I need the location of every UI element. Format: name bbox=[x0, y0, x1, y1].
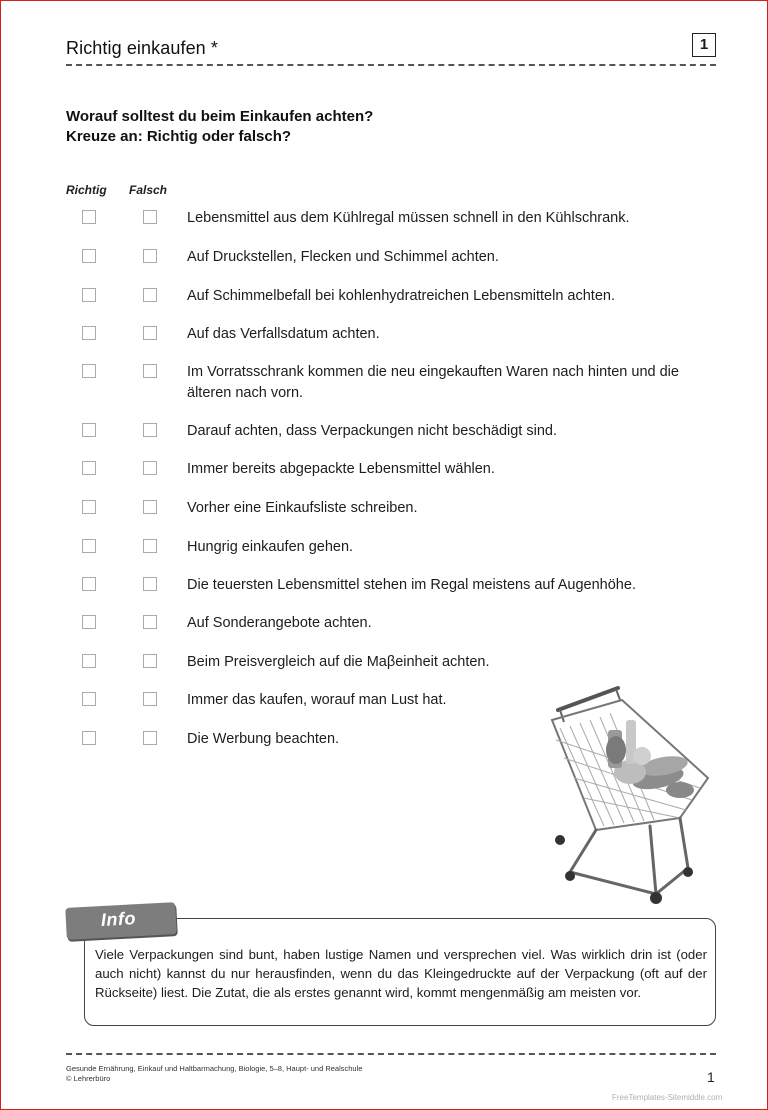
checkbox-richtig[interactable] bbox=[82, 288, 96, 302]
statement-text: Lebensmittel aus dem Kühlregal müssen schnell in den Kühlschrank. bbox=[187, 210, 630, 226]
checkbox-falsch[interactable] bbox=[143, 461, 157, 475]
statement-text: Die Werbung beachten. bbox=[187, 731, 340, 747]
checkbox-richtig[interactable] bbox=[82, 731, 96, 745]
footer-line-1: Gesunde Ernährung, Einkauf und Haltbarmachung, Biologie, 5–8, Haupt- und Realschule bbox=[66, 1064, 363, 1073]
checkbox-falsch[interactable] bbox=[143, 539, 157, 553]
column-header-richtig: Richtig bbox=[66, 183, 107, 197]
checkbox-falsch[interactable] bbox=[143, 692, 157, 706]
column-header-falsch: Falsch bbox=[129, 183, 168, 197]
footer-credits bbox=[66, 1064, 362, 1084]
statement-text: Auf Druckstellen, Flecken und Schimmel achten. bbox=[187, 249, 499, 265]
info-text: Viele Verpackungen sind bunt, haben lustige Namen und versprechen viel. Was wirklich drin ist (oder auch nicht) kannst du nur herausfinden, wenn du das Kleingedruckte auf der Verpackung (oft auf der Rückseite) liest. Die Zutat, die als erstes genannt wird, kommt mengenmäßig am meisten vor. bbox=[95, 947, 707, 1000]
shopping-cart-icon bbox=[530, 680, 720, 910]
statement-text: Immer bereits abgepackte Lebensmittel wählen. bbox=[187, 461, 495, 477]
footer-line-2: © Lehrerbüro bbox=[66, 1074, 111, 1083]
checkbox-falsch[interactable] bbox=[143, 577, 157, 591]
checkbox-richtig[interactable] bbox=[82, 615, 96, 629]
header-divider bbox=[66, 64, 716, 66]
checkbox-richtig[interactable] bbox=[82, 692, 96, 706]
page-badge: 1 bbox=[692, 33, 716, 57]
statement-text: Die teuersten Lebensmittel stehen im Regal meistens auf Augenhöhe. bbox=[187, 577, 636, 593]
task-heading bbox=[66, 107, 373, 147]
statement-text: Auf das Verfallsdatum achten. bbox=[187, 326, 380, 342]
checkbox-falsch[interactable] bbox=[143, 326, 157, 340]
statement-text: Im Vorratsschrank kommen die neu eingekauften Waren nach hinten und die älteren nach vorn. bbox=[187, 364, 679, 401]
checkbox-falsch[interactable] bbox=[143, 731, 157, 745]
statement-text: Auf Schimmelbefall bei kohlenhydratreichen Lebensmitteln achten. bbox=[187, 288, 615, 304]
checkbox-richtig[interactable] bbox=[82, 577, 96, 591]
info-label-tab bbox=[65, 902, 177, 940]
checkbox-richtig[interactable] bbox=[82, 210, 96, 224]
statement-text: Hungrig einkaufen gehen. bbox=[187, 539, 354, 555]
footer-divider bbox=[66, 1053, 716, 1055]
task-instruction: Kreuze an: Richtig oder falsch? bbox=[66, 128, 292, 145]
checkbox-falsch[interactable] bbox=[143, 249, 157, 263]
page-title: Richtig einkaufen * bbox=[66, 38, 218, 58]
checkbox-falsch[interactable] bbox=[143, 288, 157, 302]
checkbox-falsch[interactable] bbox=[143, 654, 157, 668]
watermark: FreeTemplates-Sitemiddle.com bbox=[612, 1093, 723, 1102]
checkbox-falsch[interactable] bbox=[143, 210, 157, 224]
page-number: 1 bbox=[707, 1069, 715, 1085]
checkbox-falsch[interactable] bbox=[143, 500, 157, 514]
task-question: Worauf solltest du beim Einkaufen achten? bbox=[66, 108, 374, 125]
statement-text: Vorher eine Einkaufsliste schreiben. bbox=[187, 500, 418, 516]
info-label: Info bbox=[100, 908, 137, 931]
checkbox-richtig[interactable] bbox=[82, 423, 96, 437]
checkbox-falsch[interactable] bbox=[143, 364, 157, 378]
statement-text: Auf Sonderangebote achten. bbox=[187, 615, 372, 631]
checkbox-richtig[interactable] bbox=[82, 500, 96, 514]
checkbox-richtig[interactable] bbox=[82, 461, 96, 475]
checkbox-richtig[interactable] bbox=[82, 654, 96, 668]
statement-text: Immer das kaufen, worauf man Lust hat. bbox=[187, 692, 447, 708]
checkbox-richtig[interactable] bbox=[82, 249, 96, 263]
checkbox-falsch[interactable] bbox=[143, 423, 157, 437]
statement-text: Darauf achten, dass Verpackungen nicht beschädigt sind. bbox=[187, 423, 557, 439]
checkbox-richtig[interactable] bbox=[82, 539, 96, 553]
statement-text: Beim Preisvergleich auf die Maβeinheit achten. bbox=[187, 654, 490, 670]
checkbox-falsch[interactable] bbox=[143, 615, 157, 629]
checkbox-richtig[interactable] bbox=[82, 364, 96, 378]
checkbox-richtig[interactable] bbox=[82, 326, 96, 340]
